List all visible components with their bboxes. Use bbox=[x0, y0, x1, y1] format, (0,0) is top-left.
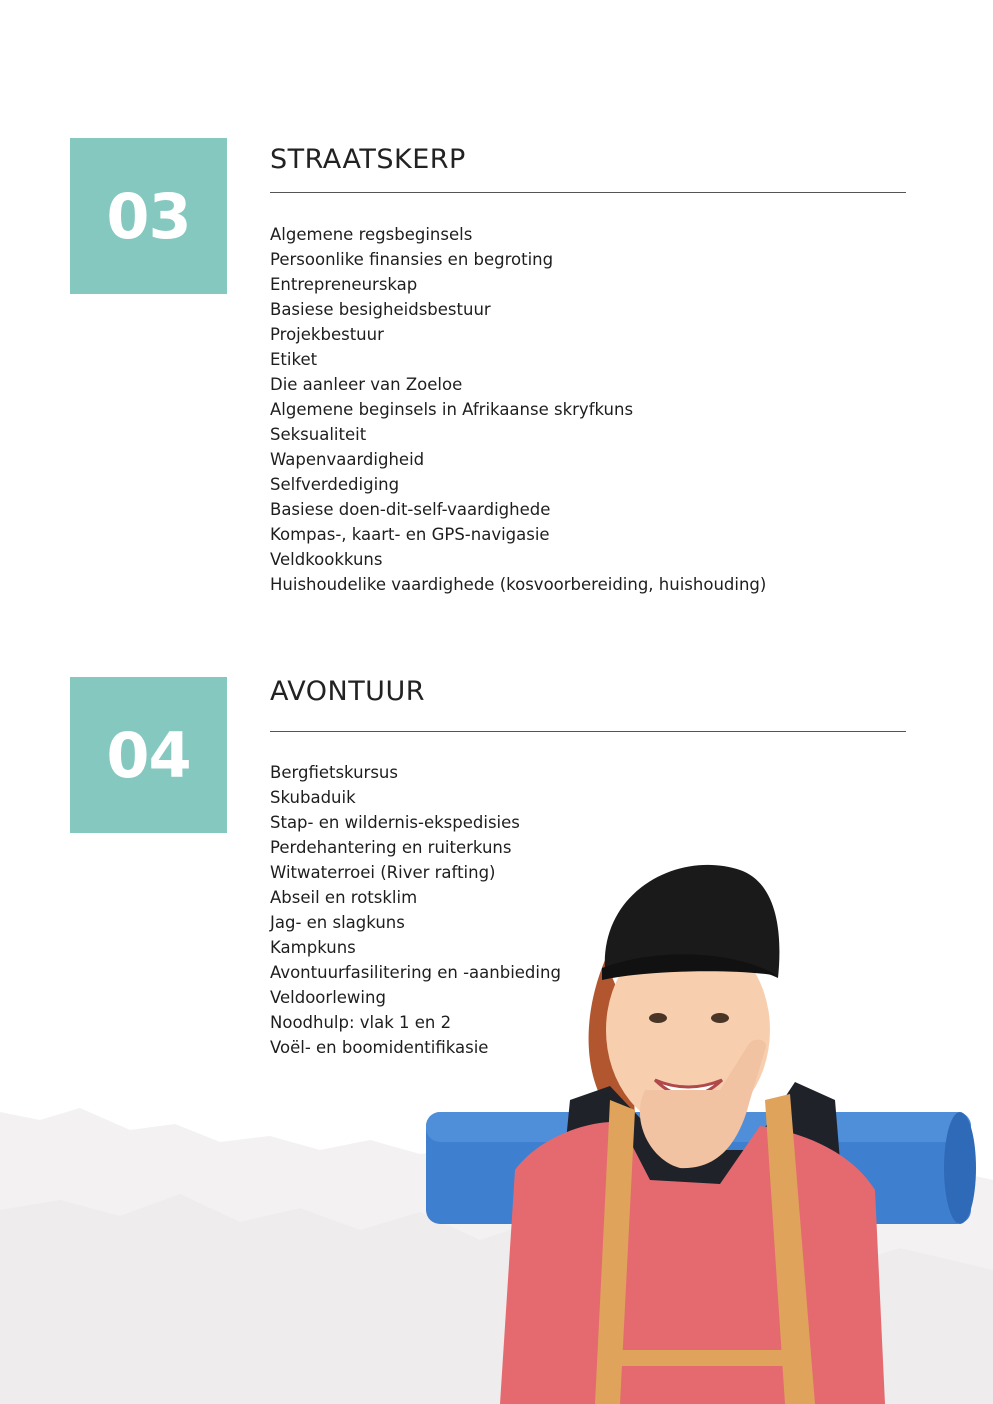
list-item: Algemene beginsels in Afrikaanse skryfkuns bbox=[270, 400, 634, 419]
list-item: Etiket bbox=[270, 350, 318, 369]
list-item: Wapenvaardigheid bbox=[270, 450, 425, 469]
list-item: Kampkuns bbox=[270, 938, 356, 957]
section-divider bbox=[270, 731, 906, 732]
list-item: Selfverdediging bbox=[270, 475, 400, 494]
section-title: AVONTUUR bbox=[270, 676, 425, 707]
list-item: Witwaterroei (River rafting) bbox=[270, 863, 496, 882]
list-item: Jag- en slagkuns bbox=[270, 913, 405, 932]
list-item: Veldoorlewing bbox=[270, 988, 386, 1007]
list-item: Noodhulp: vlak 1 en 2 bbox=[270, 1013, 452, 1032]
section-divider bbox=[270, 192, 906, 193]
list-item: Skubaduik bbox=[270, 788, 356, 807]
chest-strap bbox=[610, 1350, 800, 1366]
list-item: Stap- en wildernis-ekspedisies bbox=[270, 813, 520, 832]
section-number: 04 bbox=[106, 718, 191, 792]
section-number-box bbox=[70, 677, 227, 833]
item-list bbox=[270, 222, 766, 597]
list-item: Bergfietskursus bbox=[270, 763, 398, 782]
list-item: Projekbestuur bbox=[270, 325, 384, 344]
list-item: Algemene regsbeginsels bbox=[270, 225, 473, 244]
section-title: STRAATSKERP bbox=[270, 144, 466, 175]
list-item: Veldkookkuns bbox=[270, 550, 383, 569]
list-item: Seksualiteit bbox=[270, 425, 367, 444]
list-item: Basiese doen-dit-self-vaardighede bbox=[270, 500, 551, 519]
list-item: Avontuurfasilitering en -aanbieding bbox=[270, 963, 561, 982]
list-item: Huishoudelike vaardighede (kosvoorbereiding, huishouding) bbox=[270, 575, 767, 594]
section-number: 03 bbox=[106, 179, 191, 253]
list-item: Persoonlike finansies en begroting bbox=[270, 250, 554, 269]
list-item: Perdehantering en ruiterkuns bbox=[270, 838, 512, 857]
hiker-photo bbox=[420, 850, 993, 1404]
section-number-box bbox=[70, 138, 227, 294]
list-item: Die aanleer van Zoeloe bbox=[270, 375, 463, 394]
list-item: Kompas-, kaart- en GPS-navigasie bbox=[270, 525, 550, 544]
list-item: Abseil en rotsklim bbox=[270, 888, 418, 907]
list-item: Entrepreneurskap bbox=[270, 275, 418, 294]
eye-left bbox=[649, 1013, 667, 1023]
list-item: Basiese besigheidsbestuur bbox=[270, 300, 491, 319]
eye-right bbox=[711, 1013, 729, 1023]
list-item: Voël- en boomidentifikasie bbox=[270, 1038, 489, 1057]
